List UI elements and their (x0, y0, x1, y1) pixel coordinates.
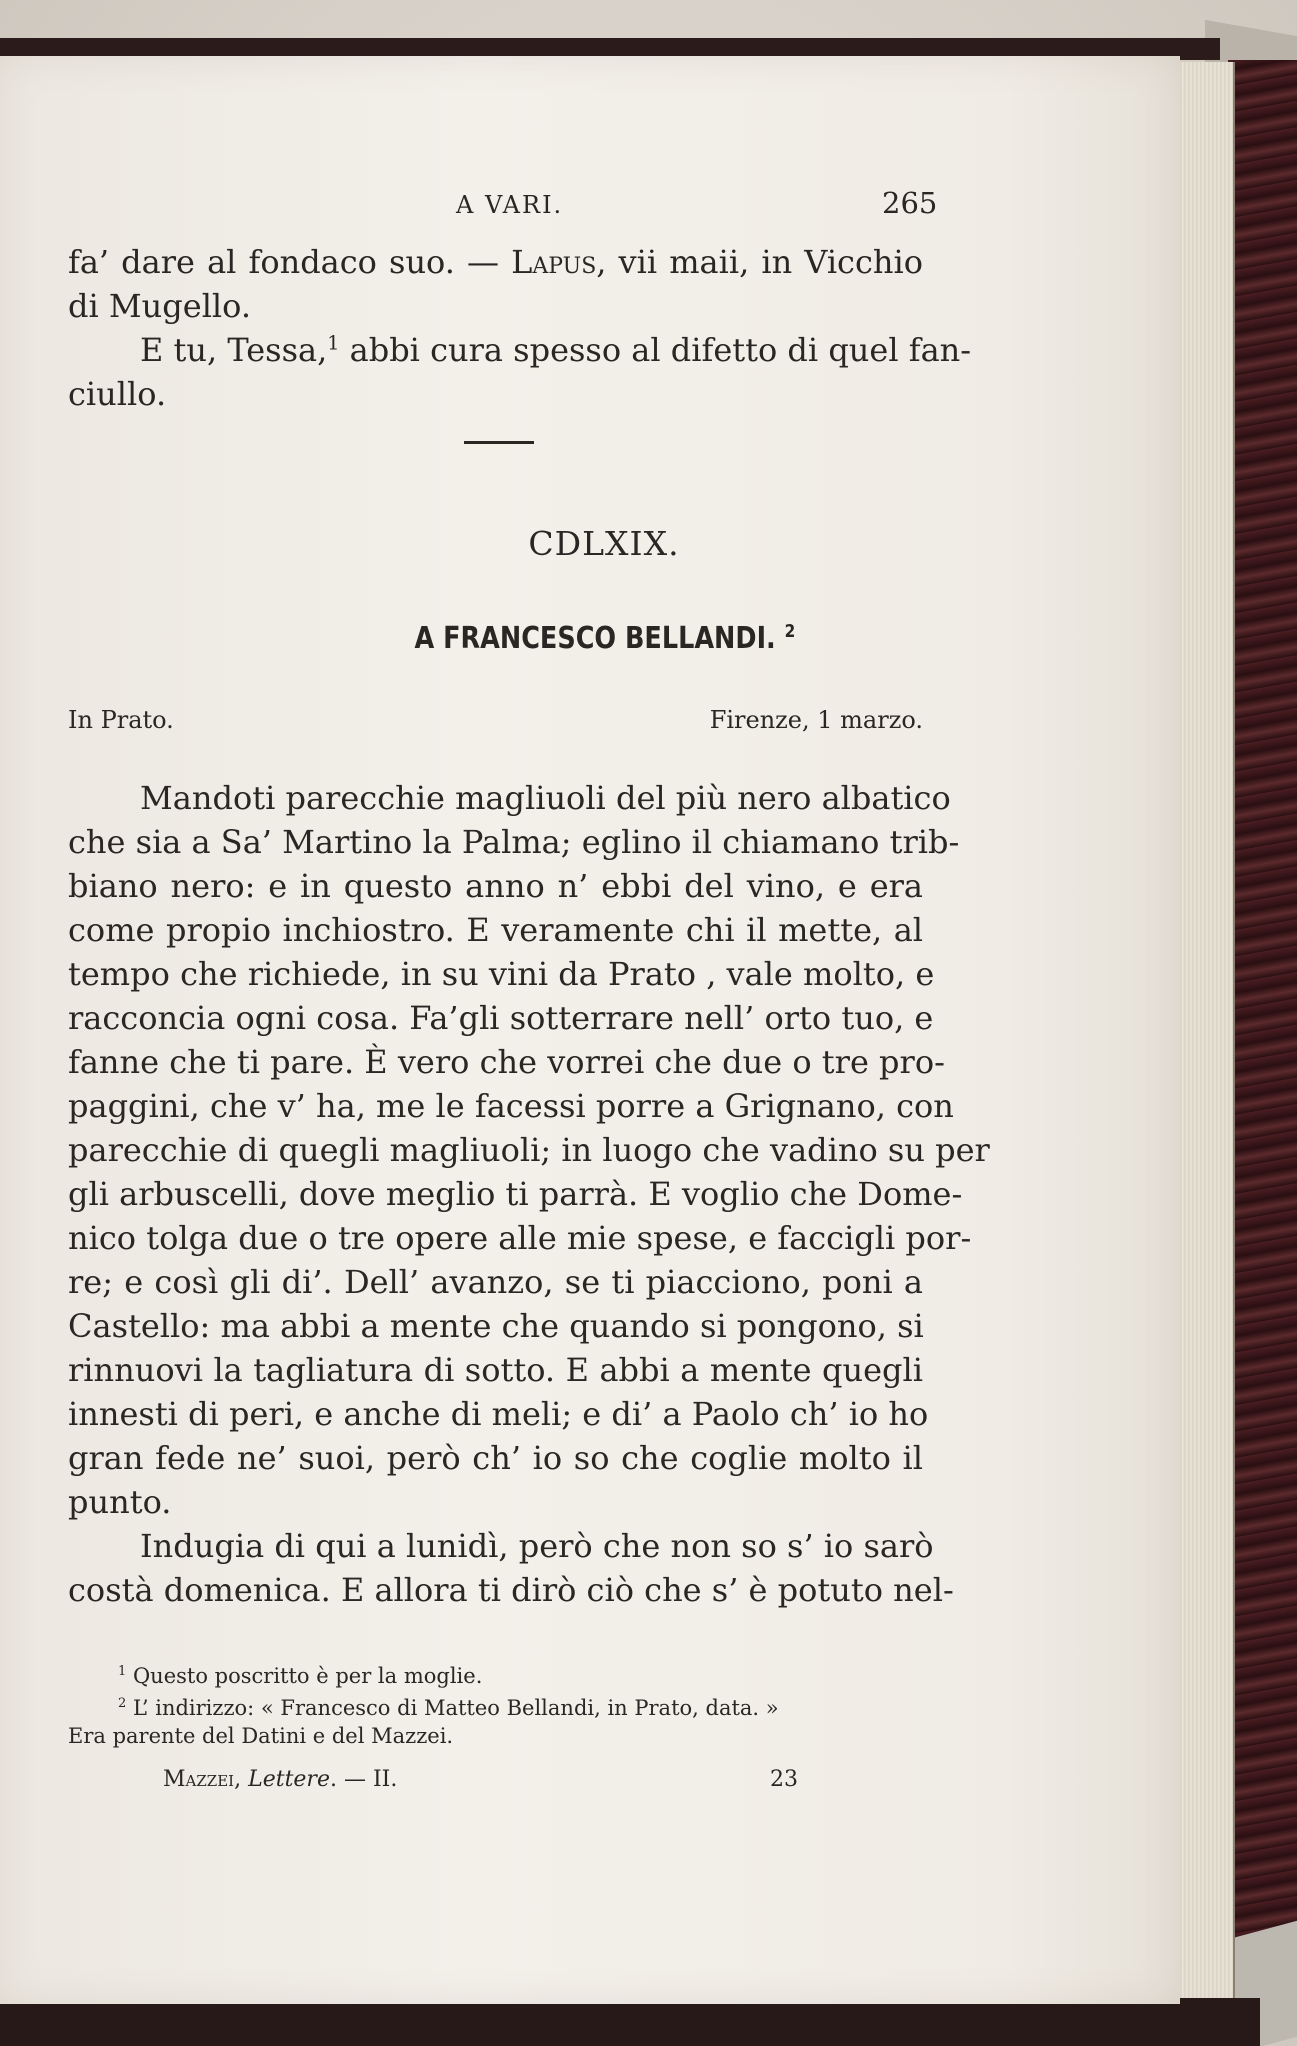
body-line: Mandoti parecchie magliuoli del più nero albatico (140, 779, 951, 817)
body-line: fanne che ti pare. È vero che vorrei che due o tre pro- (68, 1043, 945, 1081)
signature-name: Lapus (511, 243, 597, 281)
running-title: A VARI. (456, 191, 564, 219)
body-line: biano nero: e in questo anno n’ ebbi del vino, e era (68, 867, 923, 905)
body-line: racconcia ogni cosa. Fa’gli sotterrare nell’ orto tuo, e (68, 999, 934, 1037)
body-line: che sia a Sa’ Martino la Palma; eglino il chiamano trib- (68, 823, 960, 861)
section-divider (464, 441, 534, 444)
title-text: A FRANCESCO BELLANDI. (414, 621, 776, 656)
letter-number: CDLXIX. (528, 524, 680, 563)
marbled-cover-edge (1228, 60, 1297, 2020)
body-line: nico tolga due o tre opere alle mie spese, e faccigli por- (68, 1219, 972, 1257)
signature-volume: . — II. (329, 1767, 398, 1792)
body-line: innesti di peri, e anche di meli; e di’ a Paolo ch’ io ho (68, 1395, 929, 1433)
sheet-number: 23 (770, 1767, 798, 1792)
continuation-line (68, 240, 923, 284)
footnote-marker: 2 (118, 1696, 127, 1711)
text-run: E tu, Tessa, (140, 331, 328, 369)
body-line: parecchie di quegli magliuoli; in luogo che vadino su per (68, 1131, 990, 1169)
page-edges (1175, 62, 1235, 2007)
body-line: Castello: ma abbi a mente che quando si pongono, si (68, 1307, 924, 1345)
body-line: punto. (68, 1483, 172, 1521)
text-run: abbi cura spesso al difetto di quel fan- (339, 331, 972, 369)
binding-bottom (0, 1998, 1260, 2046)
printer-signature: Mazzei, Lettere. — II. (163, 1767, 398, 1792)
text-run: fa’ dare al fondaco suo. — (68, 243, 512, 281)
body-line: gran fede ne’ suoi, però ch’ io so che coglie molto il (68, 1439, 923, 1477)
body-line: rinnuovi la tagliatura di sotto. E abbi a mente quegli (68, 1351, 923, 1389)
letter-title (89, 621, 1092, 656)
place-from: In Prato. (68, 706, 174, 734)
signature-work: Lettere (248, 1767, 330, 1792)
footnote-marker: 1 (118, 1664, 127, 1679)
body-line: costà domenica. E allora ti dirò ciò che s’ è potuto nel- (68, 1571, 954, 1609)
page-number: 265 (882, 186, 938, 220)
place-date: Firenze, 1 marzo. (709, 706, 923, 734)
body-line: come propio inchiostro. E veramente chi il mette, al (68, 911, 923, 949)
body-line: tempo che richiede, in su vini da Prato , vale molto, e (68, 955, 935, 993)
body-line: paggini, che v’ ha, me le facessi porre a Grignano, con (68, 1087, 954, 1125)
continuation-line: di Mugello. (68, 287, 252, 325)
body-line: re; e così gli di’. Dell’ avanzo, se ti piacciono, poni a (68, 1263, 923, 1301)
footnote-1 (118, 1657, 482, 1691)
footnote-text: L’ indirizzo: « Francesco di Matteo Bellandi, in Prato, data. » (132, 1696, 779, 1720)
body-line: gli arbuscelli, dove meglio ti parrà. E voglio che Dome- (68, 1175, 963, 1213)
footnote-text: Questo poscritto è per la moglie. (132, 1664, 483, 1688)
footnote-2-continued: Era parente del Datini e del Mazzei. (68, 1724, 454, 1748)
postscript-line (68, 328, 972, 372)
footnote-ref: 1 (327, 331, 340, 355)
signature-author: Mazzei (163, 1767, 235, 1792)
footnote-2 (118, 1689, 779, 1723)
text-run: , vii maii, in Vicchio (596, 243, 924, 281)
footnote-ref: 2 (784, 621, 796, 642)
postscript-line: ciullo. (68, 375, 167, 413)
body-line: Indugia di qui a lunidì, però che non so s’ io sarò (140, 1527, 934, 1565)
